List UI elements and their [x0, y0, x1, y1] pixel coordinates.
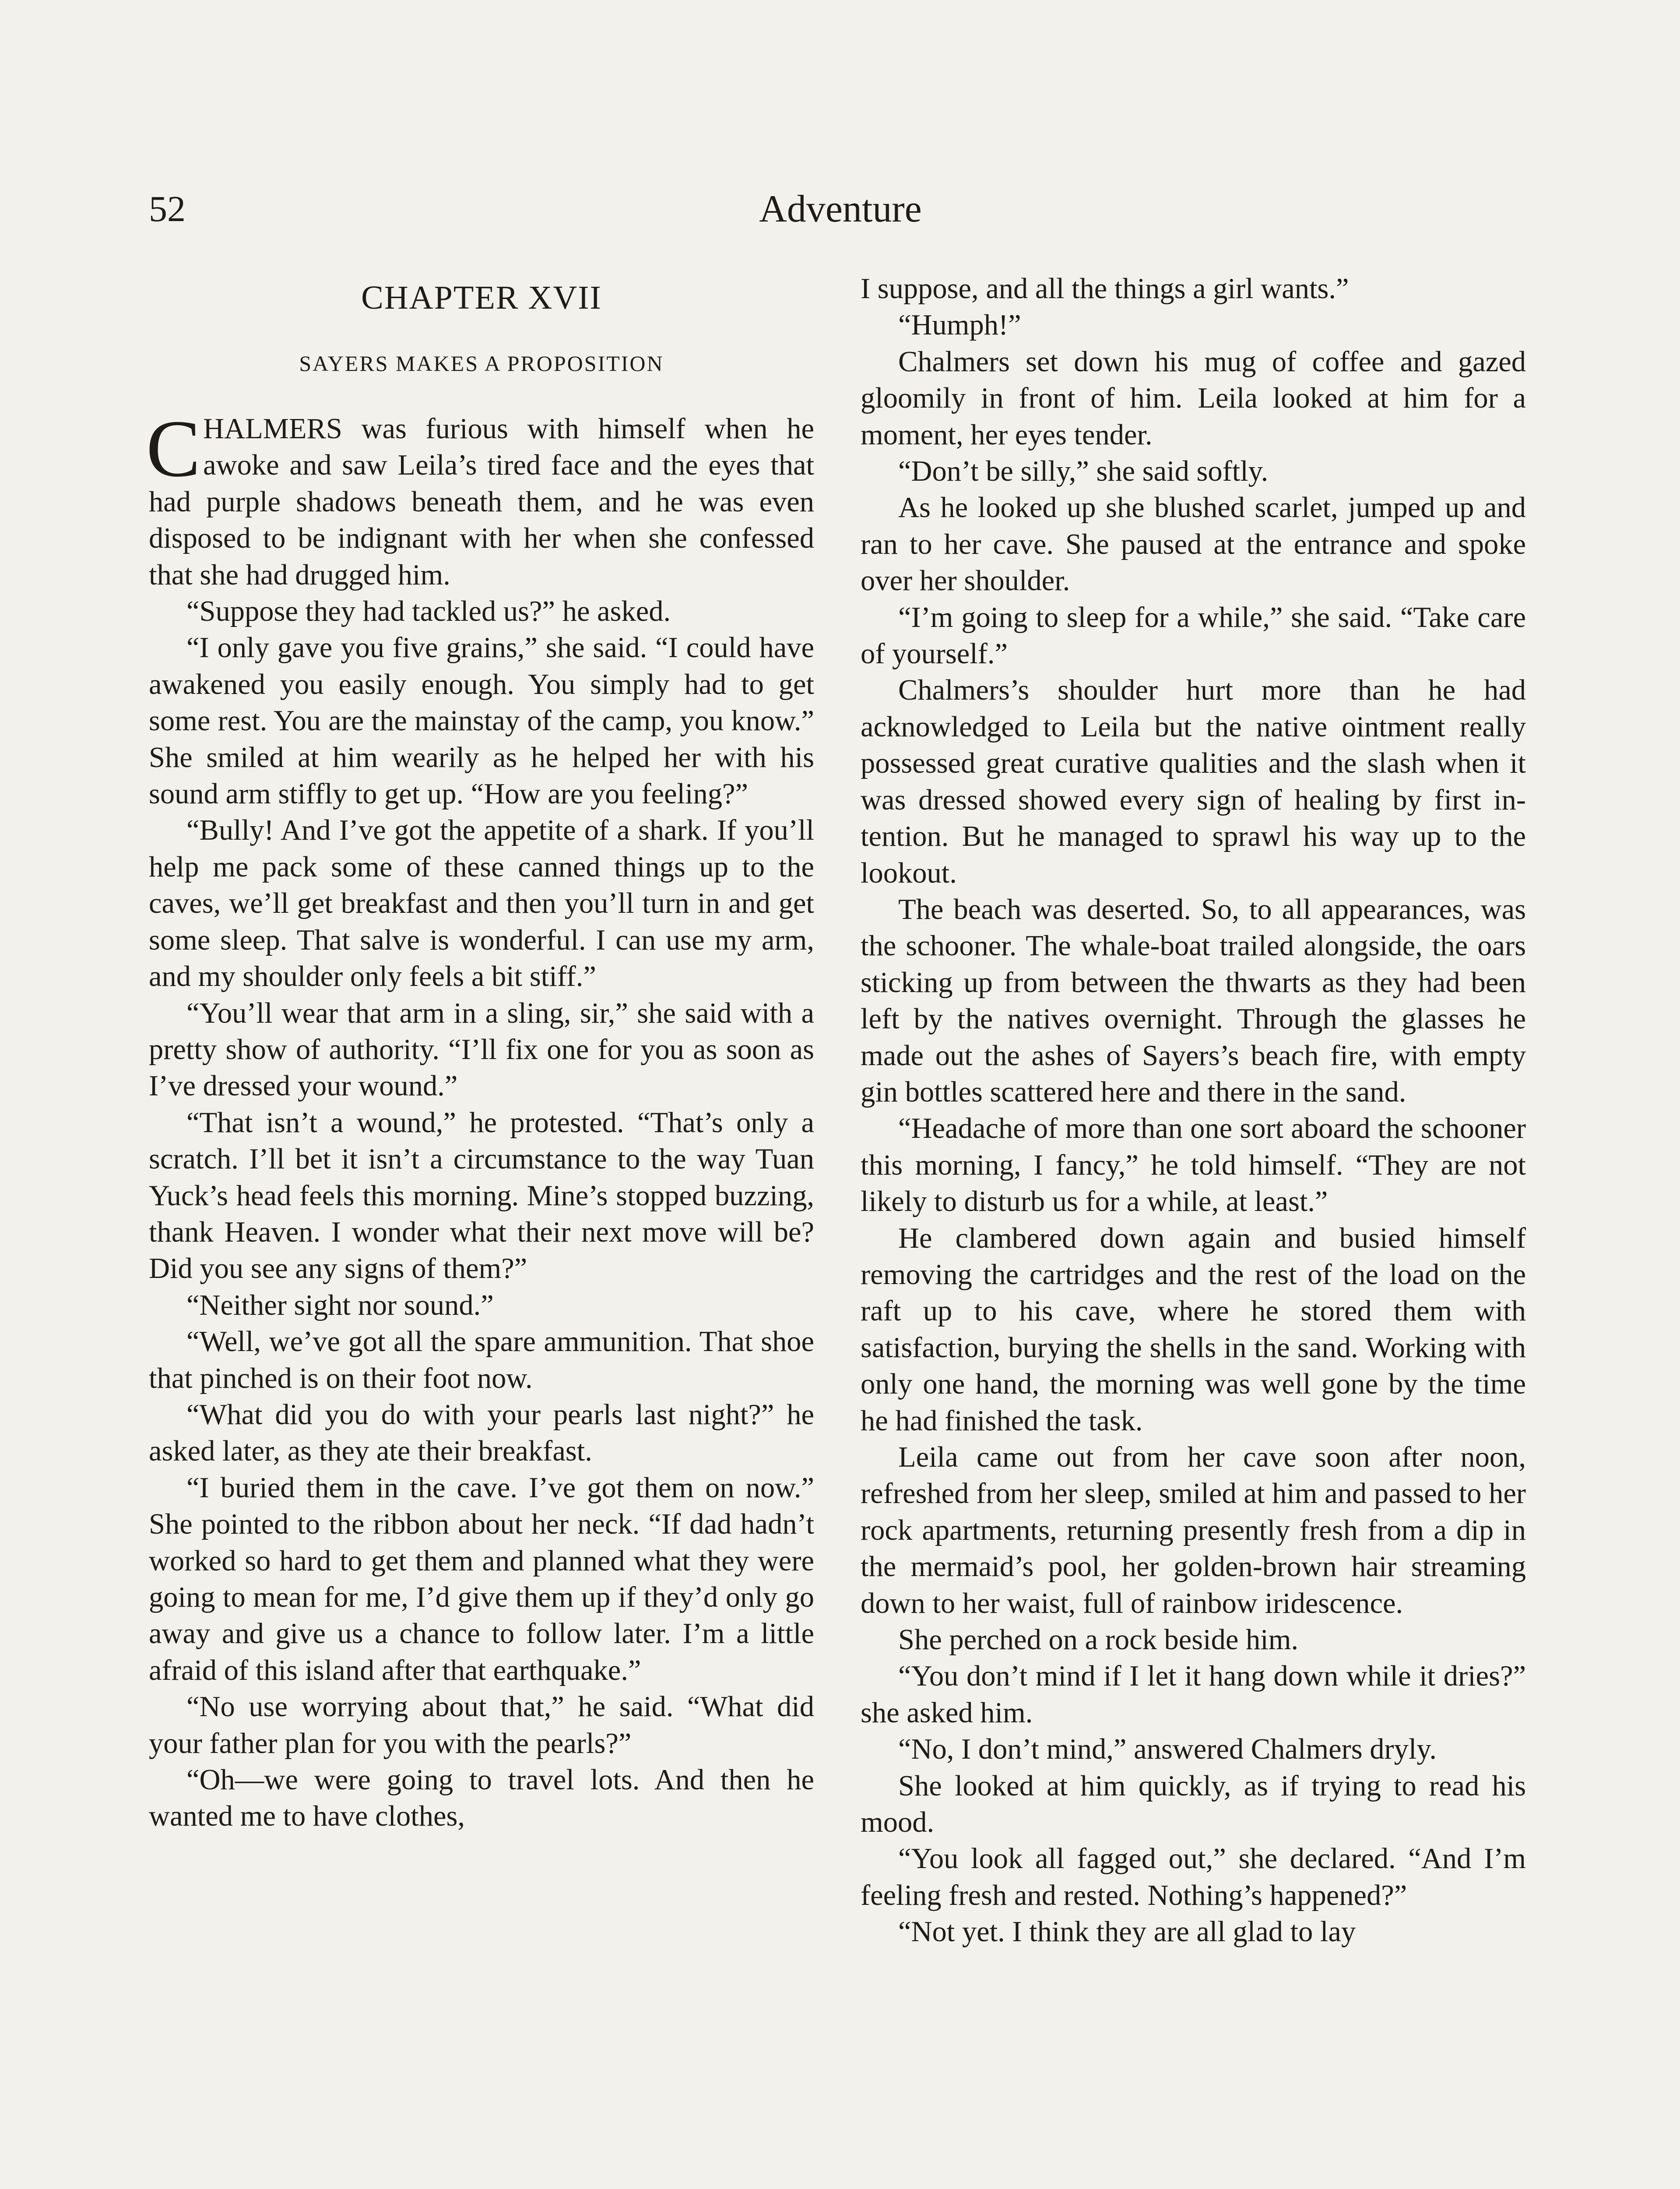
paragraph-continued: I suppose, and all the things a girl wants.” [861, 273, 1349, 305]
paragraph: The beach was deserted. So, to all appearances, was the schooner. The whale-boat trailed alongside, the oars sticking up from between the thwarts as they had been left by the natives overnight. Through the glasses he made out the ashes of Sayers’s beach fire, with empty gin bottles scattered here and there in the sand. [861, 893, 1526, 1108]
paragraph: “I buried them in the cave. I’ve got them on now.” She pointed to the ribbon about her neck. “If dad hadn’t worked so hard to get them and planned what they were going to mean for me, I’d give them up if they’d only go away and give us a chance to follow later. I’m a little afraid of this island after that earthquake.” [149, 1471, 814, 1686]
paragraph: Chalmers set down his mug of coffee and gazed gloomily in front of him. Leila looked at him for a moment, her eyes tender. [861, 345, 1526, 451]
chapter-title: CHAPTER XVII [361, 279, 602, 316]
paragraph: “I’m going to sleep for a while,” she said. “Take care of yourself.” [861, 601, 1526, 670]
paragraph: “Not yet. I think they are all glad to lay [898, 1916, 1356, 1948]
paragraph: “You don’t mind if I let it hang down while it dries?” she asked him. [861, 1660, 1526, 1729]
left-column [146, 271, 814, 1835]
paragraph: “Oh—we were going to travel lots. And then he wanted me to have clothes, [149, 1764, 814, 1833]
chapter-subtitle: SAYERS MAKES A PROPOSITION [299, 351, 664, 376]
paragraph: “Don’t be silly,” she said softly. [898, 455, 1269, 488]
paragraph: “Headache of more than one sort aboard the schooner this morning, I fancy,” he told himself. “They are not likely to disturb us for a while, at least.” [861, 1112, 1526, 1218]
paragraph: “You look all fagged out,” she declared. “And I’m feeling fresh and rested. Nothing’s happened?” [861, 1843, 1526, 1911]
paragraph: She perched on a rock beside him. [898, 1624, 1299, 1656]
page-header [149, 183, 1532, 236]
paragraph: “That isn’t a wound,” he protested. “That’s only a scratch. I’ll bet it isn’t a circumstance to the way Tuan Yuck’s head feels this morning. Mine’s stopped buzzing, thank Heaven. I wonder what their next move will be? Did you see any signs of them?” [149, 1106, 814, 1285]
paragraph: “Bully! And I’ve got the appetite of a shark. If you’ll help me pack some of these canned things up to the caves, we’ll get breakfast and then you’ll turn in and get some sleep. That salve is wonderful. I can use my arm, and my shoulder only feels a bit stiff.” [149, 814, 814, 993]
paragraph: “No use worrying about that,” he said. “What did your father plan for you with the pearls?” [149, 1691, 814, 1760]
paragraph: Leila came out from her cave soon after noon, refreshed from her sleep, smiled at him and passed to her rock apartments, returning presently fresh from a dip in the mermaid’s pool, her golden-brown hair streaming down to her waist, full of rainbow iridescence. [861, 1441, 1526, 1619]
drop-cap: C [146, 404, 201, 494]
paragraph: “Humph!” [898, 309, 1021, 341]
paragraph: He clambered down again and busied himself removing the cartridges and the rest of the load on the raft up to his cave, where he stored them with satisfaction, burying the shells in the sand. Working with only one hand, the morning was well gone by the time he had finished the task. [861, 1222, 1526, 1437]
paragraph: “I only gave you five grains,” she said. “I could have awakened you easily enough. You simply had to get some rest. You are the mainstay of the camp, you know.” She smiled at him wearily as he helped her with his sound arm stiffly to get up. “How are you feeling?” [149, 632, 814, 810]
paragraph: “Neither sight nor sound.” [186, 1289, 494, 1321]
right-column [861, 271, 1526, 1950]
paragraph: Chalmers’s shoulder hurt more than he had acknowledged to Leila but the native ointment really possessed great curative qualities and the slash when it was dressed showed every sign of healing by first intention. But he managed to sprawl his way up to the lookout. [861, 674, 1526, 889]
page-number: 52 [149, 189, 186, 229]
paragraph: As he looked up she blushed scarlet, jumped up and ran to her cave. She paused at the entrance and spoke over her shoulder. [861, 492, 1526, 597]
running-title: Adventure [759, 188, 922, 230]
paragraph: “Well, we’ve got all the spare ammunition. That shoe that pinched is on their foot now. [149, 1326, 814, 1394]
opening-paragraph [146, 404, 814, 593]
paragraph: “No, I don’t mind,” answered Chalmers dryly. [898, 1733, 1437, 1766]
opening-paragraph-text: HALMERS was furious with himself when he awoke and saw Leila’s tired face and the eyes that had purple shadows beneath them, and he was even disposed to be indignant with her when she confessed that she had drugged him. [149, 413, 814, 591]
paragraph: “What did you do with your pearls last night?” he asked later, as they ate their breakfast. [149, 1398, 814, 1468]
paragraph: She looked at him quickly, as if trying to read his mood. [861, 1770, 1526, 1839]
paragraph: “Suppose they had tackled us?” he asked. [186, 595, 671, 628]
paragraph: “You’ll wear that arm in a sling, sir,” she said with a pretty show of authority. “I’ll fix one for you as soon as I’ve dressed your wound.” [149, 997, 814, 1102]
